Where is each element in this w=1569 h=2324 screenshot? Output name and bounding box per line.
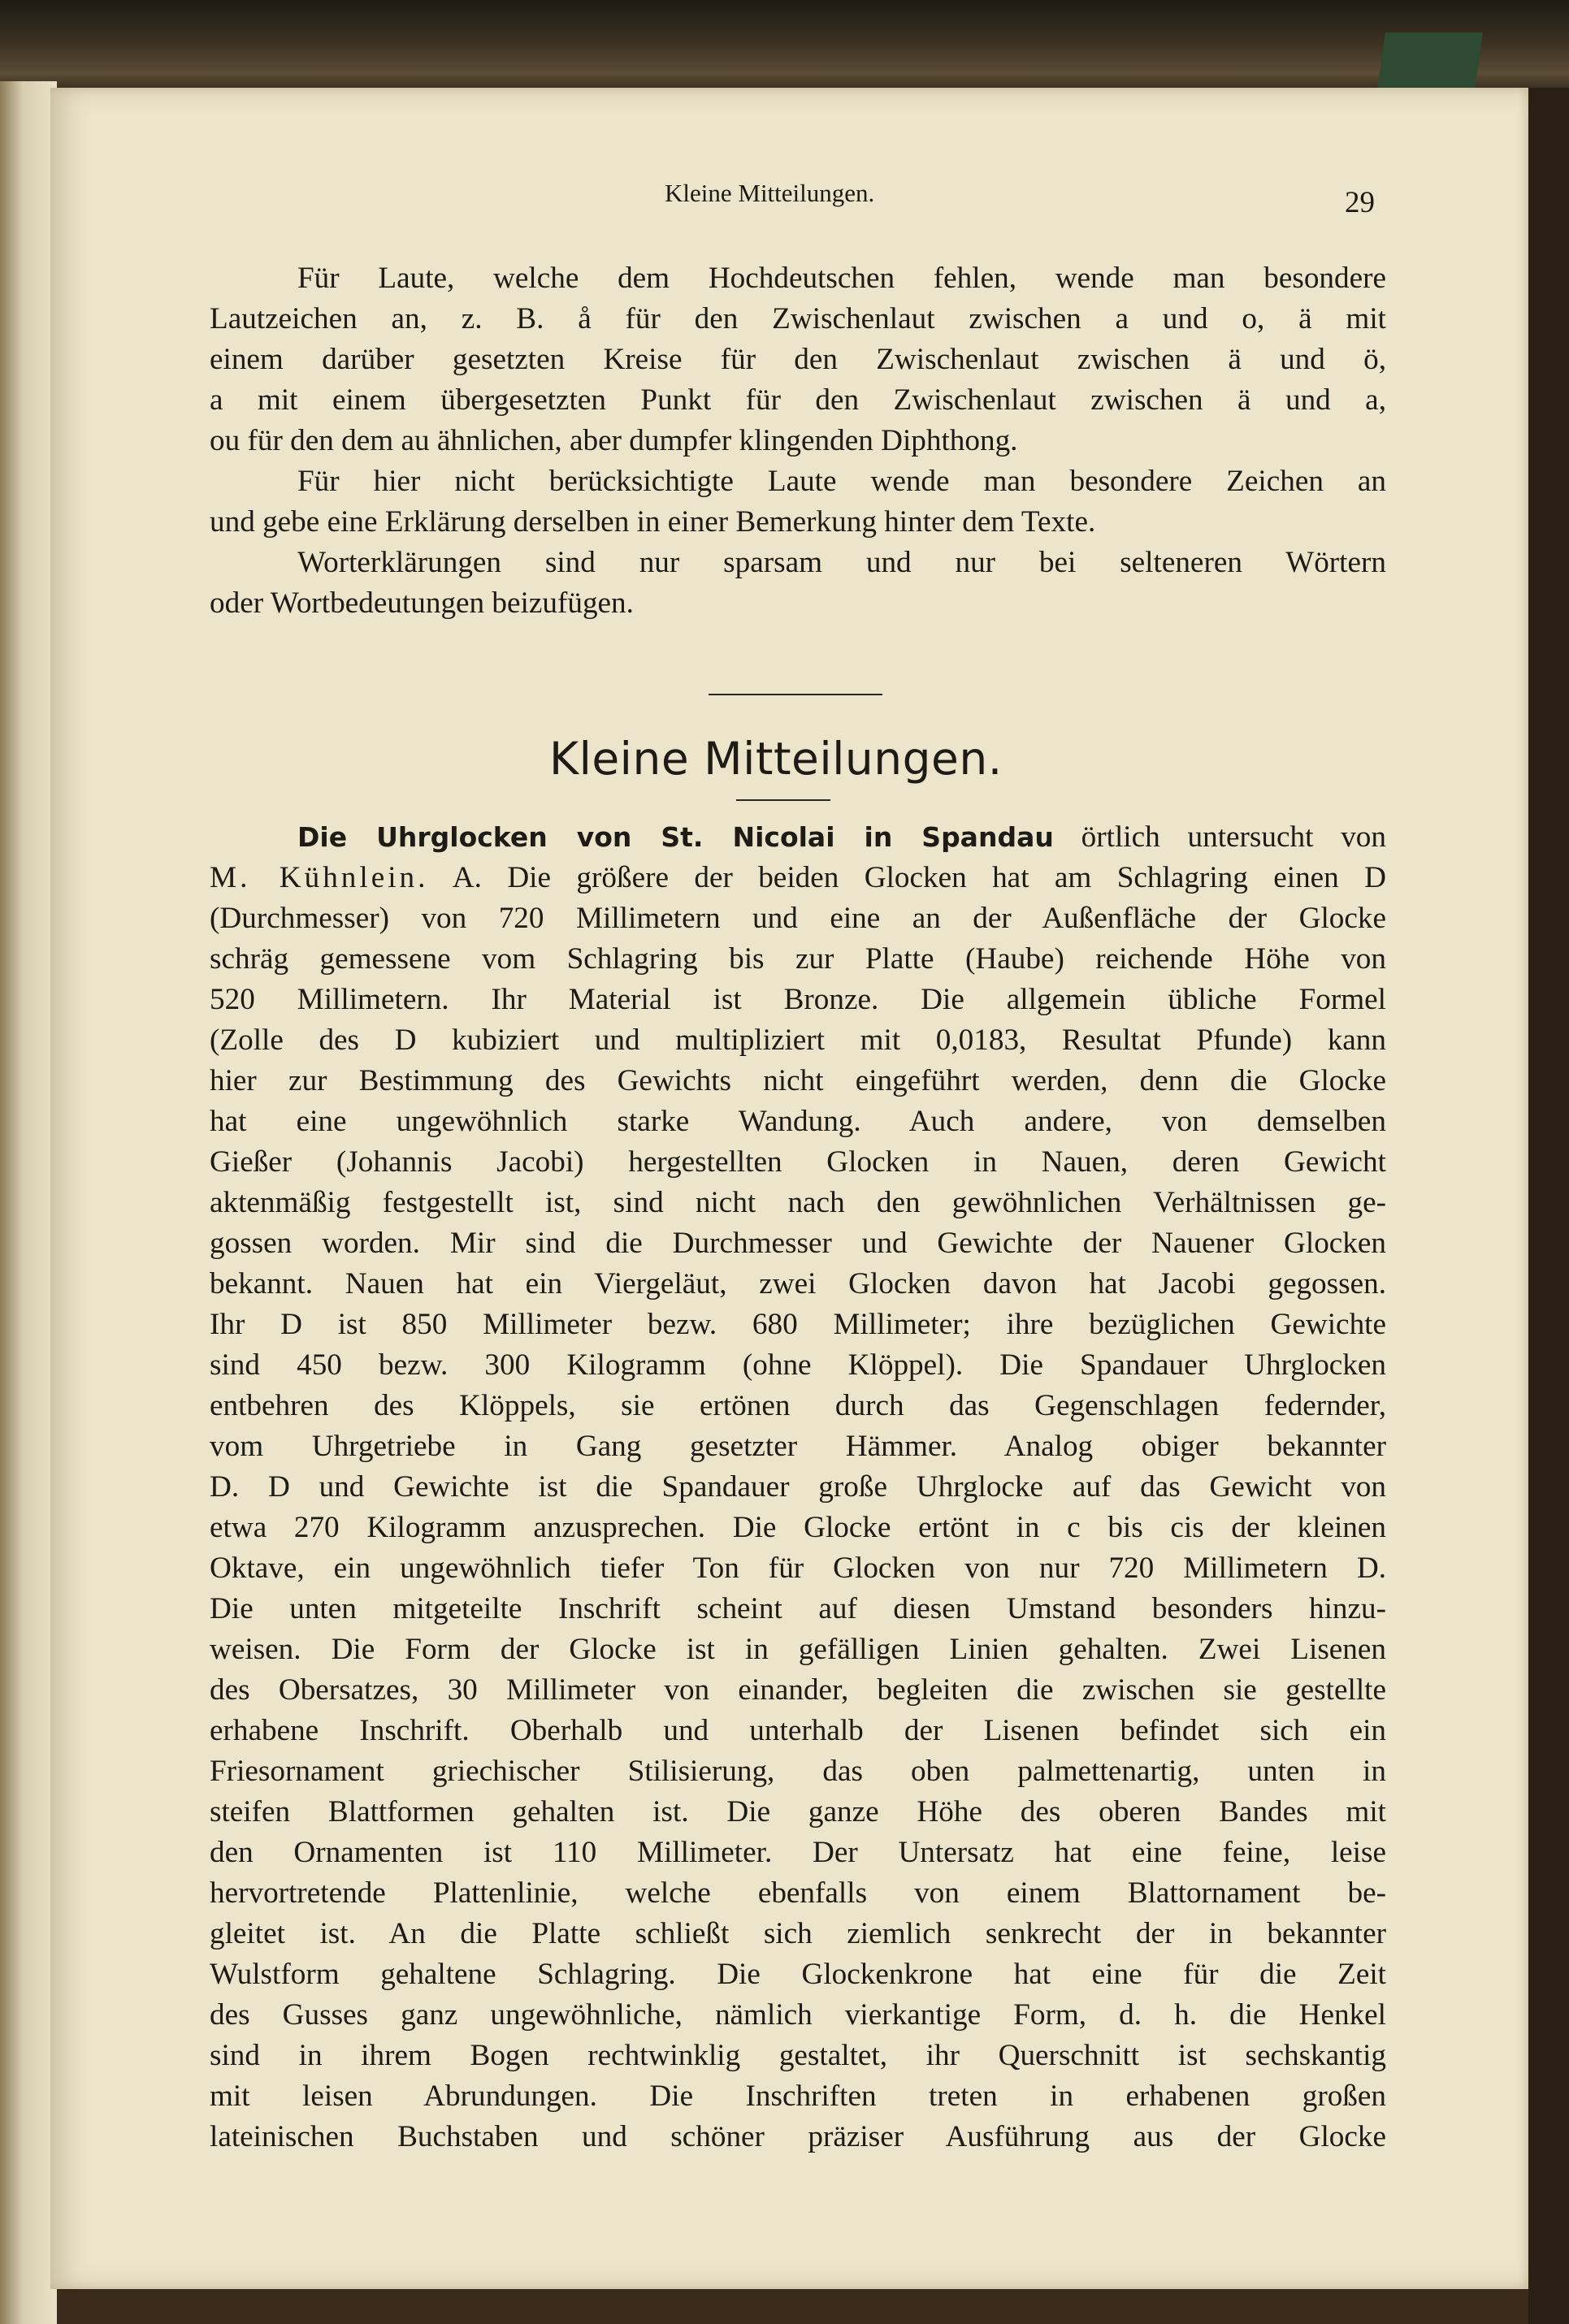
section-title: Kleine Mitteilungen. (549, 733, 1003, 785)
article-line: sind in ihrem Bogen rechtwinklig gestaltet, ihr Querschnitt ist sechskantig (210, 2039, 1386, 2072)
article-line (210, 858, 1386, 898)
article-line: lateinischen Buchstaben und schöner präziser Ausführung aus der Glocke (210, 2120, 1386, 2153)
article-line: bekannt. Nauen hat ein Viergeläut, zwei Glocken davon hat Jacobi gegossen. (210, 1267, 1386, 1300)
article-line: hervortretende Plattenlinie, welche ebenfalls von einem Blattornament be- (210, 1876, 1386, 1910)
article-line: entbehren des Klöppels, sie ertönen durch das Gegenschlagen federnder, (210, 1389, 1386, 1422)
article-title: Die Uhrglocken von St. Nicolai in Spandau (297, 821, 1054, 853)
article-line: hat eine ungewöhnlich starke Wandung. Auch andere, von demselben (210, 1105, 1386, 1138)
article-line: Die unten mitgeteilte Inschrift scheint auf diesen Umstand besonders hinzu- (210, 1592, 1386, 1625)
article-line: 520 Millimetern. Ihr Material ist Bronze. Die allgemein übliche Formel (210, 983, 1386, 1016)
article-line: vom Uhrgetriebe in Gang gesetzter Hämmer. Analog obiger bekannter (210, 1430, 1386, 1463)
article-line: den Ornamenten ist 110 Millimeter. Der Untersatz hat eine feine, leise (210, 1836, 1386, 1869)
article-title-rest: örtlich untersucht von (1081, 820, 1386, 854)
intro-paragraphs (210, 258, 1386, 624)
intro-line: a mit einem übergesetzten Punkt für den Zwischenlaut zwischen ä und a, (210, 383, 1386, 417)
article-line: Ihr D ist 850 Millimeter bezw. 680 Millimeter; ihre bezüglichen Gewichte (210, 1308, 1386, 1341)
intro-line: Lautzeichen an, z. B. å für den Zwischenlaut zwischen a und o, ä mit (210, 302, 1386, 335)
article-body (210, 817, 1386, 2157)
article-line: steifen Blattformen gehalten ist. Die ganze Höhe des oberen Bandes mit (210, 1795, 1386, 1828)
article-line: erhabene Inschrift. Oberhalb und unterhalb der Lisenen befindet sich ein (210, 1714, 1386, 1747)
article-heading-line (210, 817, 1386, 858)
article-line: D. D und Gewichte ist die Spandauer große Uhrglocke auf das Gewicht von (210, 1470, 1386, 1504)
article-line: hier zur Bestimmung des Gewichts nicht eingeführt werden, denn die Glocke (210, 1064, 1386, 1097)
intro-line: Worterklärungen sind nur sparsam und nur bei selteneren Wörtern (297, 546, 1386, 579)
article-line: gleitet ist. An die Platte schließt sich ziemlich senkrecht der in bekannter (210, 1917, 1386, 1950)
book-binding-top (0, 0, 1569, 97)
intro-line: oder Wortbedeutungen beizufügen. (210, 586, 634, 620)
intro-line: Für Laute, welche dem Hochdeutschen fehlen, wende man besondere (297, 262, 1386, 295)
article-line: (Zolle des D kubiziert und multipliziert mit 0,0183, Resultat Pfunde) kann (210, 1024, 1386, 1057)
article-line: Friesornament griechischer Stilisierung, das oben palmettenartig, unten in (210, 1755, 1386, 1788)
article-line: des Obersatzes, 30 Millimeter von einander, begleiten die zwischen sie gestellte (210, 1673, 1386, 1707)
article-line: aktenmäßig festgestellt ist, sind nicht nach den gewöhnlichen Verhältnissen ge- (210, 1186, 1386, 1219)
article-line: mit leisen Abrundungen. Die Inschriften treten in erhabenen großen (210, 2079, 1386, 2113)
article-line: Wulstform gehaltene Schlagring. Die Glockenkrone hat eine für die Zeit (210, 1958, 1386, 1991)
intro-line: einem darüber gesetzten Kreise für den Zwischenlaut zwischen ä und ö, (210, 343, 1386, 376)
book-gutter (0, 81, 57, 2324)
intro-line: ou für den dem au ähnlichen, aber dumpfer klingenden Diphthong. (210, 424, 1018, 457)
intro-line: Für hier nicht berücksichtigte Laute wende man besondere Zeichen an (297, 465, 1386, 498)
article-line: gossen worden. Mir sind die Durchmesser und Gewichte der Nauener Glocken (210, 1227, 1386, 1260)
section-rule (736, 799, 830, 801)
article-line: Oktave, ein ungewöhnlich tiefer Ton für Glocken von nur 720 Millimetern D. (210, 1551, 1386, 1585)
article-line: schräg gemessene vom Schlagring bis zur Platte (Haube) reichende Höhe von (210, 942, 1386, 976)
running-title: Kleine Mitteilungen. (665, 179, 875, 207)
intro-line: und gebe eine Erklärung derselben in einer Bemerkung hinter dem Texte. (210, 505, 1096, 539)
article-line: etwa 270 Kilogramm anzusprechen. Die Glocke ertönt in c bis cis der kleinen (210, 1511, 1386, 1544)
article-author: M. Kühnlein. (210, 861, 429, 894)
separator-rule (709, 694, 882, 695)
article-line: sind 450 bezw. 300 Kilogramm (ohne Klöppel). Die Spandauer Uhrglocken (210, 1348, 1386, 1382)
article-line: des Gusses ganz ungewöhnliche, nämlich vierkantige Form, d. h. die Henkel (210, 1998, 1386, 2032)
article-line-text: A. Die größere der beiden Glocken hat am Schlagring einen D (428, 861, 1386, 894)
article-line: (Durchmesser) von 720 Millimetern und eine an der Außenfläche der Glocke (210, 902, 1386, 935)
book-right-edge (1528, 88, 1569, 2324)
article-line: Gießer (Johannis Jacobi) hergestellten Glocken in Nauen, deren Gewicht (210, 1145, 1386, 1179)
article-line: weisen. Die Form der Glocke ist in gefälligen Linien gehalten. Zwei Lisenen (210, 1633, 1386, 1666)
book-cover-edge (1377, 32, 1483, 89)
page-number: 29 (1345, 186, 1375, 219)
